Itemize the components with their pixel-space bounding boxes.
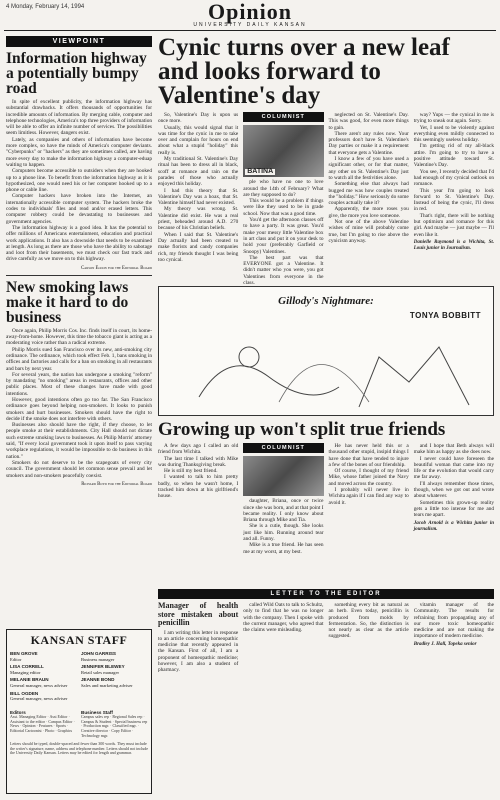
growing-paragraph: A few days ago I called an old friend from Wichita.	[158, 443, 239, 456]
cynic-paragraph: You see, I recently decided that I'd had enough of my cynical outlook on romance.	[413, 168, 494, 188]
staff-entry: MELANIE BRAUN General manager, news adviser	[10, 677, 68, 688]
growing-paragraph: I'll always remember those times, though, when we got out and wrote about whatever.	[413, 480, 494, 500]
editors-list: Asst. Managing Editor · Asst Editor · Assistant to the editor · Campus Editor · News · Opinion · Features · Sports · Editorial Cartoonist · Photo · Graphics	[10, 713, 75, 734]
letter-paragraph: vitamin manager of the Community. The results for refraining from propagating any of our more toxic homeopathic medicine and are not making the importance of modern medicine.	[413, 602, 494, 640]
cynic-paragraph: ple who have no one to love around the 14th of February? What are they supposed to do?	[243, 179, 324, 198]
letter-paragraph: I am writing this letter in response to an article concerning homeopathic medicine that recently appeared in the Kansan. First of all, I am a proponent of homeopathic medicine; however, I am also a student of pharmacy.	[158, 629, 239, 674]
viewpoint-body	[6, 99, 152, 263]
growing-col-3	[329, 443, 409, 585]
main-content	[158, 36, 494, 794]
editorial-cartoon	[158, 286, 494, 416]
cynic-paragraph: Apparently, the more roses you give, the more you love someone.	[328, 206, 409, 219]
letter-headline: Manager of health store mistaken about penicillin	[158, 601, 239, 627]
cynic-paragraph: You'd get the afternoon classes off to have a party. It was great. You'd make your messy little Valentine box in art class and put it on your desk to hold your (preferably Garfield or Snoopy) Valentines.	[243, 217, 324, 255]
masthead	[4, 0, 496, 28]
cynic-paragraph: This would be a problem if things were like they used to be in grade school. Now that was a good time.	[243, 198, 324, 217]
growing-paragraph: Of course, I thought of my friend Mike, whose father joined the Navy and moved across the country.	[328, 468, 409, 487]
growing-col-2	[243, 443, 323, 585]
growing-paragraph: He is still my best friend.	[164, 468, 218, 475]
smoking-paragraph: Smokers do not deserve to be the scapegoats of every city council. The government should let common sense prevail and let smokers and non-smokers peacefully coexist.	[6, 459, 152, 479]
cynic-paragraph: Yet, I used to be violently against everything even mildly connected to this seemingly useless holiday.	[413, 124, 494, 144]
columnist-label: COLUMNIST	[243, 112, 323, 122]
viewpoint-paragraph: Computer hackers have broken into the Internet, an internationally accessible computer system. The hackers broke the codes to individuals' files and read and/or erased letters. This computer robbery could be devastating to businesses and government agencies.	[6, 193, 152, 225]
editors-column	[10, 707, 77, 739]
smoking-paragraph: For several years, the nation has undergone a smoking "reform" by mandating "no smoking" areas in restaurants, offices and other public places. Most of these changes have made with good intentions.	[6, 371, 152, 397]
cynic-paragraph: So, Valentine's Day is upon us once more.	[158, 112, 239, 125]
growing-paragraph: I probably will never live in Wichita again if I can find any way to avoid it.	[328, 487, 409, 506]
letter-paragraph: something every bit as natural as an herb. Even today, penicillin is produced from molds by fermentation. So, the distinction is not nearly as clear as the article suggested.	[328, 602, 409, 640]
staff-lists	[10, 707, 148, 739]
cynic-paragraph: The best part was that EVERYONE got a Valentine. It didn't matter who you were, you got Valentines from everyone in the class.	[243, 254, 324, 287]
cynic-paragraph: I had this theory that St. Valentine's Day was a hoax, that St. Valentine himself had never existed.	[158, 187, 239, 207]
growing-columns	[158, 443, 494, 585]
smoking-paragraph: Businesses also should have the right, if they choose, to let people smoke at their establishments. City Hall should not dictate such extreme smoking laws to businesses. As Philip Morris' attorney said, "If every local government took it upon itself to pass varying workplace regulations, it would be impossible to do business in this nation."	[6, 422, 152, 460]
growing-paragraph: Sometimes this grown-up reality gets a little too intense for me and tears me apart.	[413, 499, 494, 519]
staff-entry: JOHN GARRISS Business manager	[81, 651, 116, 662]
divider	[6, 275, 152, 276]
growing-paragraph: He has never held this or a thousand other stupid, insipid things I have done that have tended to injure a few of the bones of our friendship.	[328, 443, 409, 468]
columnist-photo	[243, 456, 323, 496]
smoking-paragraph: Once again, Philip Morris Cos. Inc. finds itself in court, its home-away-from-home. However, this time the tobacco giant is acting as a moderating voice rather than a radical extreme.	[6, 327, 152, 347]
viewpoint-headline: Information highway a potentially bumpy road	[6, 50, 147, 97]
cynic-author: Danielle Raymond is a Wichita, St. Louis junior in Journalism.	[413, 239, 494, 252]
cynic-paragraph: Not one of the above Valentine wishes of mine will probably come true, but I'm going to rise above the cynicism anyway.	[328, 219, 409, 244]
staff-entry: LISA CORRELL Managing editor	[10, 664, 44, 675]
viewpoint-paragraph: The information highway is a good idea. It has the potential to offer millions of Americans entertainment, education and practical work applications. It also has a downside that needs to be examined at length. As long as there are those who have the ability to sabotage and loot from their basements, we must check our fast track and drive carefully as we move on to this highway.	[6, 224, 152, 263]
cartoon-author: TONYA BOBBITT	[409, 311, 481, 320]
growing-paragraph: The last time I talked with Mike was during Thanksgiving break.	[158, 455, 239, 468]
photo-name: BATINA	[247, 168, 274, 175]
smoking-paragraph: However, good intentions often go too far. The San Francisco ordinance goes beyond helping non-smokers. It looks to punish smokers and hurt businesses. Smokers should have the right to decide if the smoke does not interfere with others.	[6, 396, 152, 422]
cynic-columns	[158, 112, 494, 287]
cynic-paragraph: I know a few of you have used a significant other, or for that matter, any other on St. Valentine's Day just to watch all the festivities alone.	[328, 156, 409, 181]
letter-columns	[158, 602, 494, 698]
business-heading: Business Staff	[81, 709, 113, 715]
cynic-paragraph: Usually, this would signal that it was time for the cynic in me to take over and complain for hours on end about what a stupid "holiday" this really is.	[158, 124, 239, 156]
paper-name: UNIVERSITY DAILY KANSAN	[193, 22, 307, 28]
cynic-col-4	[414, 112, 494, 282]
growing-col-1	[158, 443, 238, 585]
staff-entry: BILL OGDEN General manager, news adviser	[10, 690, 68, 702]
letter-col-2	[243, 602, 323, 698]
letter-col-4	[414, 602, 494, 698]
cynic-paragraph: My traditional St. Valentine's Day ritual has been to dress all in black, scoff at romance and rain on the parades of those who actually enjoyed this holiday.	[158, 156, 239, 188]
smoking-paragraph: Philip Morris sued San Francisco over its new, anti-smoking city ordinance. The ordinance, which took effect Feb. 1, bans smoking in offices and factories and calls for a ban on smoking in all restaurants and bars by next year.	[6, 346, 152, 372]
page-date: 4 Monday, February 14, 1994	[6, 4, 85, 10]
letter-author: Bradley J. Hall, Topeka senior	[413, 641, 477, 647]
growing-col-4	[414, 443, 494, 585]
growing-headline: Growing up won't split true friends	[158, 419, 446, 440]
smoking-body	[6, 328, 152, 479]
cynic-paragraph: When I said that St. Valentine's Day actually had been created to make florists and candy companies rich, my friends thought I was being too cynical.	[158, 231, 239, 263]
cynic-paragraph: neglected on St. Valentine's Day. This was good, for even more things to gain.	[328, 112, 409, 131]
columnist-photo	[243, 125, 323, 177]
smoking-byline: Richard Boyd for the Editorial Board	[81, 481, 152, 487]
cynic-paragraph: My theory was wrong. St. Valentine did exist. He was a real priest, beheaded around A.D. 270 because of his Christian beliefs.	[158, 206, 239, 232]
growing-paragraph: daughter, Briana, once or twice since she was born, and at that point I became reality. I only know about Briana through Mike and Tia.	[243, 498, 324, 524]
letter-col-1	[158, 602, 238, 698]
business-column	[81, 707, 148, 739]
staff-title: KANSAN STAFF	[30, 633, 128, 647]
kansan-staff-box	[6, 629, 152, 794]
letter-col-3	[329, 602, 409, 698]
cynic-paragraph: That's right, there will be nothing but optimism and romance for this girl. And maybe — just maybe — I'll even like it.	[413, 212, 494, 238]
growing-paragraph: I wanted to talk to him pretty badly, so when he wasn't home, I tracked him down at his girlfriend's house.	[158, 474, 239, 500]
cynic-headline: Cynic turns over a new leaf and looks forward to Valentine's day	[158, 34, 450, 109]
smoking-headline: New smoking laws make it hard to do business	[6, 278, 129, 326]
letter-banner: LETTER TO THE EDITOR	[158, 589, 494, 599]
viewpoint-banner: VIEWPOINT	[6, 36, 152, 47]
viewpoint-byline: Carson Eldon for the Editorial Board	[80, 265, 152, 271]
growing-paragraph: Mike is a true friend. He has seen me at my worst, at my best.	[243, 542, 324, 555]
viewpoint-paragraph: In spite of excellent publicity, the information highway has substantial drawbacks. It offers thousands of opportunities for incredible amounts of information. By merging cable, computer and telephone technologies, America's top three providers of information will be able to offer an infinite number of services. The possibilities seem limitless. However, dangers exist.	[6, 99, 152, 137]
growing-paragraph: She is a cutie, though. She looks just like him. Running around tear and all. Funny.	[243, 523, 324, 543]
letter-paragraph: called Wild Oats to talk to Schultz, only to find that he was no longer with the company. Then I spoke with the current manager, who agreed that the claims were misleading.	[243, 602, 324, 634]
cynic-paragraph: This year I'm going to look forward to St. Valentine's Day. Instead of being the cynic, I'll dress in red.	[413, 187, 494, 213]
growing-paragraph: I never could have foreseen the beautiful woman that came into my life or the evolution that would carry me far away.	[413, 455, 494, 481]
staff-editors-grid	[10, 651, 148, 704]
cynic-paragraph: I'm getting rid of my all-black attire. I'm going to try to have a positive attitude toward St. Valentine's Day.	[413, 143, 494, 169]
section-title: Opinion	[207, 0, 293, 24]
staff-entry: BEN GROVE Editor	[10, 651, 38, 662]
growing-author: Jacob Arnold is a Wichita junior in journalism.	[413, 520, 494, 532]
cynic-col-3	[329, 112, 409, 282]
left-column	[6, 36, 152, 794]
staff-entry: JENNIFER BLEWEY Retail sales manager	[81, 664, 125, 675]
viewpoint-paragraph: Lately, as companies and others of information have become more complex, so have the minds of America's computer deviants. "Cyberpunks" or "hackers" as they are sometimes called, are having more every day to make the information highway a computer-eduap waiting to happen.	[6, 136, 152, 168]
columnist-label: COLUMNIST	[243, 443, 323, 453]
cartoon-title: Gillody's Nightmare:	[278, 295, 374, 307]
editors-heading: Editors	[10, 709, 26, 715]
cynic-paragraph: way? Yups — the cynical in me is trying to sneak out again. Sorry.	[413, 112, 494, 125]
cynic-paragraph: Something else that always had bugged me was how couples treated the "holiday." How seriously do some couples actually take it?	[328, 181, 409, 207]
cynic-col-1	[158, 112, 238, 282]
staff-entry: JEANNE BOND Sales and marketing adviser	[81, 677, 133, 688]
cartoon-drawing	[159, 287, 493, 415]
cynic-paragraph: There aren't any rules now. Your professors don't have St. Valentine's Day parties or make it a requirement that everyone gets a Valentine.	[328, 130, 409, 156]
growing-paragraph: and I hope that Beth always will make him as happy as she does now.	[413, 443, 494, 456]
letters-policy: Letters should be typed, double-spaced and fewer than 300 words. They must include the writer's signature, name, address and telephone number. Letters should not include the University Daily Kansan. Letters may be edited for length and grammar.	[10, 740, 149, 756]
masthead-rule	[4, 30, 496, 31]
cynic-col-2	[243, 112, 324, 287]
business-list: Campus sales rep · Regional Sales rep · Campus & Student · Special business rep · Production mgr. · Classified mgr. · Creative director · Copy Editor · Technology mgr.	[81, 713, 148, 738]
viewpoint-paragraph: Computers become accessible to outsiders when they are hooked up to a phone line. To benefit from the information highway as it is hypothesized, one would need his or her computer hooked up to a phone or cable line.	[6, 168, 152, 194]
